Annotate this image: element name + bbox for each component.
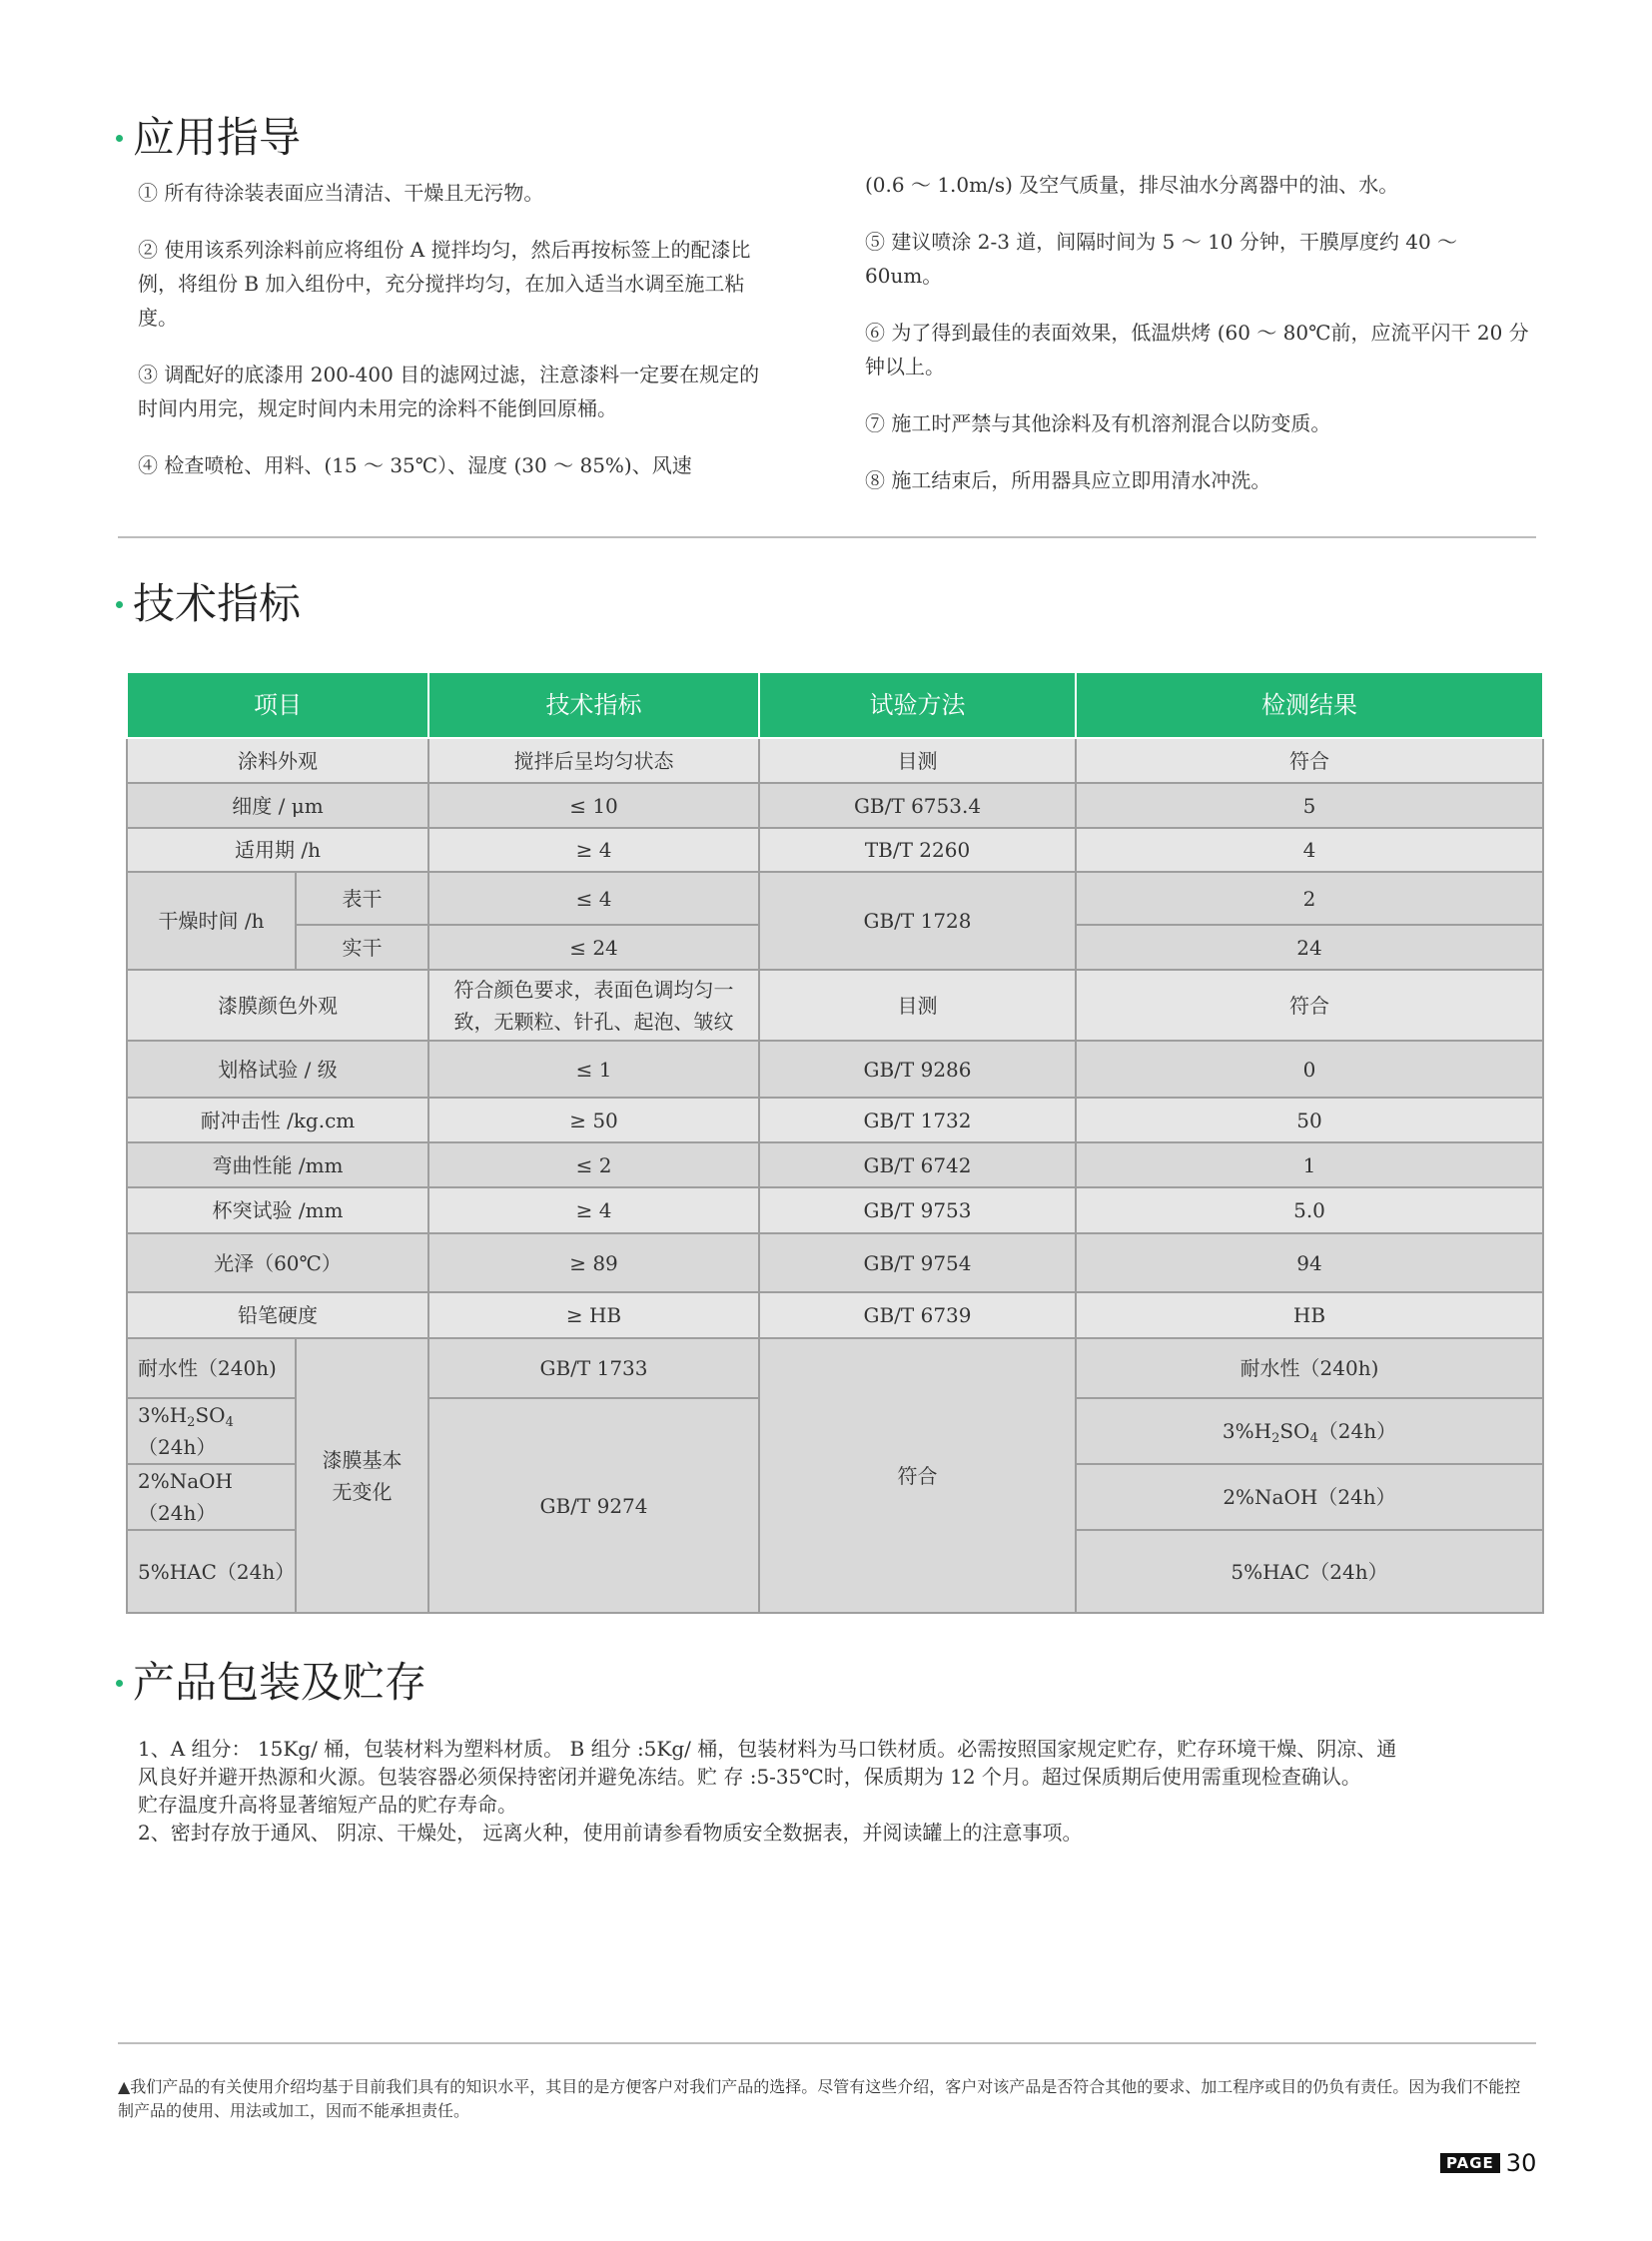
table-row: 涂料外观 搅拌后呈均匀状态 目测 符合 [127, 738, 1543, 783]
disclaimer: ▲我们产品的有关使用介绍均基于目前我们具有的知识水平，其目的是方便客户对我们产品的选择。尽管有这些介绍，客户对该产品是否符合其他的要求、加工程序或目的仍负有责任。因为我们不能控制产品的使用、用法或加工，因而不能承担责任。 [118, 2077, 1521, 2120]
usage-item-6: ⑥ 为了得到最佳的表面效果，低温烘烤 (60 ～ 80℃前，应流平闪干 20 分钟以上。 [865, 321, 1529, 378]
bullet-dot-icon [116, 601, 123, 608]
table-row: 适用期 /h ≥ 4 TB/T 2260 4 [127, 828, 1543, 872]
pack-text: 1、A 组分： 15Kg/ 桶，包装材料为塑料材质。 B 组分 :5Kg/ 桶，包装材料为马口铁材质。必需按照国家规定贮存，贮存环境干燥、阴凉、通 风良好并避开热源和火源。包装容器必须保持密闭并避免冻结。贮 存 :5-35℃时，保质期为 12 个月。超过保质期后使用需重现检查确认。 贮存温度升高将显著缩短产品的贮存寿命。 2、密封存放于通风、 阴凉、干燥处， 远离火种，使用前请参看物质安全数据表，并阅读罐上的注意事项。 [138, 1737, 1397, 1845]
table-row-resist-acid: $3\%H_2SO_4(24h)$ GB/T 9274 $3\%H_2SO_4(24h)$ [127, 1398, 1543, 1464]
usage-item-7: ⑦ 施工时严禁与其他涂料及有机溶剂混合以防变质。 [865, 411, 1331, 435]
page-number-value: 30 [1505, 2149, 1537, 2177]
section-title-tech: 技术指标 [116, 576, 301, 632]
usage-item-4: ④ 检查喷枪、用料、(15 ～ 35℃）、湿度 (30 ～ 85%)、风速 [138, 453, 692, 477]
usage-left-column [138, 176, 774, 505]
usage-right-column [865, 168, 1538, 520]
table-row-resist-naoh: 2%NaOH（24h） 2%NaOH（24h） [127, 1464, 1543, 1530]
bullet-dot-icon [116, 1680, 123, 1687]
table-row: 铅笔硬度 ≥ HB GB/T 6739 HB [127, 1292, 1543, 1338]
page-number [1440, 2149, 1536, 2177]
page-label: PAGE [1440, 2153, 1500, 2173]
resist-spec-cell: 漆膜基本 无变化 [296, 1338, 428, 1613]
table-header-row [127, 672, 1543, 738]
usage-item-3: ③ 调配好的底漆用 200-400 目的滤网过滤，注意漆料一定要在规定的时间内用完，规定时间内未用完的涂料不能倒回原桶。 [138, 363, 760, 420]
header-item: 项目 [127, 672, 428, 738]
header-spec: 技术指标 [428, 672, 759, 738]
usage-item-2: ② 使用该系列涂料前应将组份 A 搅拌均匀，然后再按标签上的配漆比例，将组份 B 加入组份中，充分搅拌均匀，在加入适当水调至施工粘度。 [138, 238, 751, 330]
table-row-dry-hard: 实干 ≤ 24 24 [127, 925, 1543, 970]
usage-item-1: ① 所有待涂装表面应当清洁、干燥且无污物。 [138, 181, 544, 205]
table-row: 划格试验 / 级 ≤ 1 GB/T 9286 0 [127, 1041, 1543, 1098]
usage-item-5: ⑤ 建议喷涂 2-3 道，间隔时间为 5 ～ 10 分钟，干膜厚度约 40 ～ 60um。 [865, 230, 1458, 288]
bullet-dot-icon [116, 135, 123, 142]
table-row: 细度 / μm ≤ 10 GB/T 6753.4 5 [127, 783, 1543, 828]
table-row-film: 漆膜颜色外观 符合颜色要求，表面色调均匀一 致，无颗粒、针孔、起泡、皱纹 目测 符合 [127, 970, 1543, 1041]
section-title-pack: 产品包装及贮存 [116, 1655, 426, 1711]
usage-item-8: ⑧ 施工结束后，所用器具应立即用清水冲洗。 [865, 468, 1271, 492]
table-row-dry-surface: 干燥时间 /h 表干 ≤ 4 GB/T 1728 2 [127, 872, 1543, 925]
header-method: 试验方法 [759, 672, 1076, 738]
table-row: 耐冲击性 /kg.cm ≥ 50 GB/T 1732 50 [127, 1098, 1543, 1142]
divider [118, 2042, 1536, 2044]
header-result: 检测结果 [1076, 672, 1543, 738]
section-title-usage: 应用指导 [116, 110, 301, 166]
tech-spec-table [126, 671, 1544, 1614]
divider [118, 536, 1536, 538]
table-row-resist-water: 耐水性（240h) 漆膜基本 无变化 GB/T 1733 符合 耐水性（240h) [127, 1338, 1543, 1398]
table-row-resist-hac: 5%HAC（24h） 5%HAC（24h） [127, 1530, 1543, 1613]
usage-item-4-cont: (0.6 ～ 1.0m/s) 及空气质量，排尽油水分离器中的油、水。 [865, 173, 1399, 197]
table-row: 弯曲性能 /mm ≤ 2 GB/T 6742 1 [127, 1142, 1543, 1187]
table-row: 光泽（60℃） ≥ 89 GB/T 9754 94 [127, 1233, 1543, 1292]
table-row: 杯突试验 /mm ≥ 4 GB/T 9753 5.0 [127, 1187, 1543, 1233]
